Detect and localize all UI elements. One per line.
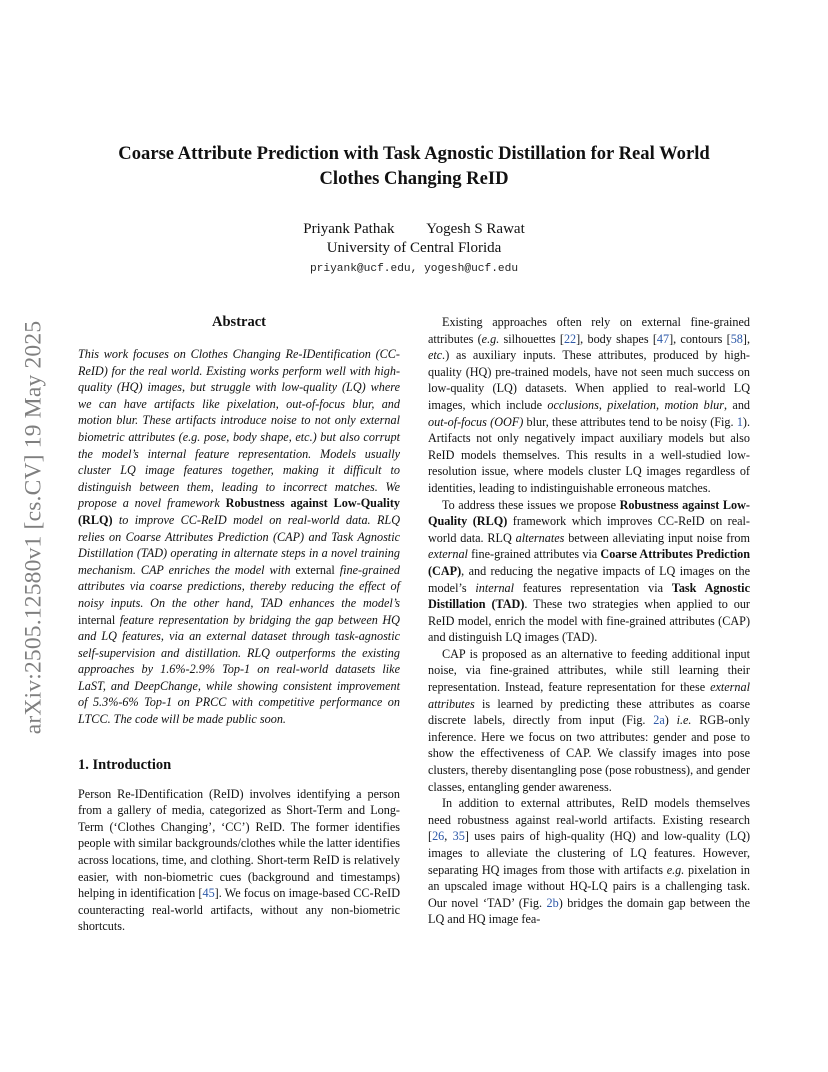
title-line-2: Clothes Changing ReID (319, 168, 509, 189)
intro-paragraph: Person Re-IDentification (ReID) involves identifying a person from a gallery of media, categorized as Short-Term and Long-Term (‘Clothes Changing’, ‘CC’) ReID. The former identifies people with similar backgrounds/clothes while the latter identifies across locations, time, and clothing. Short-term ReID is relatively easier, with non-biometric cues (background and timestamps) helping in identification [45]. We focus on image-based CC-ReID counteracting real-world artifacts, without any non-biometric shortcuts. (78, 786, 400, 934)
paper-title (80, 141, 748, 191)
author-name: Priyank Pathak (303, 221, 395, 237)
body-paragraph: To address these issues we propose Robustness against Low-Quality (RLQ) framework which improves CC-ReID on real-world data. RLQ alternates between alleviating input noise from external fine-grained attributes via Coarse Attributes Prediction (CAP), and reducing the negative impacts of LQ images on the model’s internal features representation via Task Agnostic Distillation (TAD). These two strategies when applied to our ReID model, enrich the model with fine-grained attributes (CAP) and distinguish LQ images (TAD). (428, 497, 751, 645)
citation-link[interactable]: 22 (563, 331, 577, 346)
author-emails: priyank@ucf.edu, yogesh@ucf.edu (309, 263, 519, 275)
left-column (78, 312, 400, 935)
right-column (428, 314, 750, 928)
author-list (80, 219, 748, 239)
abstract-heading: Abstract (212, 314, 266, 330)
body-paragraph: Existing approaches often rely on external fine-grained attributes (e.g. silhouettes [22], body shapes [47], contours [58], etc.) as auxiliary inputs. These attributes, produced by high-quality (HQ) pre-trained models, have not seen much success on low-quality (LQ) datasets. When applied to real-world LQ images, which include occlusions, pixelation, motion blur, and out-of-focus (OOF) blur, these attributes tend to be noisy (Fig. 1). Artifacts not only negatively impact auxiliary models but also ReID models themselves. This results in a well-studied low-resolution issue, where models cluster LQ images regardless of identities, leading to indistinguishable erroneous matches. (428, 315, 751, 495)
arxiv-stamp (8, 292, 60, 762)
body-paragraph: CAP is proposed as an alternative to feeding additional input noise, via fine-grained attributes, while still learning their representation. Instead, feature representation for these external attributes is learned by predicting these attributes as coarse discrete labels, directly from input (Fig. 2a) i.e. RGB-only inference. Here we focus on two attributes: gender and pose to show the effectiveness of CAP. We classify images into pose clusters, thereby disentangling pose (pose robustness), and gender classes, entangling gender awareness. (428, 646, 750, 794)
body-paragraph: In addition to external attributes, ReID models themselves need robustness against real-world artifacts. Existing research [26, 35] uses pairs of high-quality (HQ) and low-quality (LQ) images to alleviate the clustering of LQ features. However, separating HQ images from those with artifacts e.g. pixelation in an upscaled image without HQ-LQ pairs is a challenging task. Our novel ‘TAD’ (Fig. 2b) bridges the domain gap between the LQ and HQ image fea- (428, 796, 751, 927)
arxiv-id: arXiv:2505.12580v1 [cs.CV] 19 May 2025 (20, 320, 47, 734)
section-heading-introduction: 1. Introduction (78, 756, 172, 773)
author-name: Yogesh S Rawat (426, 221, 525, 237)
abstract-text: This work focuses on Clothes Changing Re-IDentification (CC-ReID) for the real world. Existing works perform well with high-quality (HQ) images, but struggle with low-quality (LQ) where we can have artifacts like pixelation, out-of-focus blur, and motion blur. These artifacts introduce noise to not only external biometric attributes (e.g. pose, body shape, etc.) but also corrupt the model’s internal feature representation. Models usually cluster LQ image features together, making it difficult to distinguish between them, leading to incorrect matches. We propose a novel framework Robustness against Low-Quality (RLQ) to improve CC-ReID model on real-world data. RLQ relies on Coarse Attributes Prediction (CAP) and Task Agnostic Distillation (TAD) operating in alternate steps in a novel training mechanism. CAP enriches the model with external fine-grained attributes via coarse predictions, thereby reducing the effect of noisy inputs. On the other hand, TAD enhances the model’s internal feature representation by bridging the gap between HQ and LQ features, via an external dataset through task-agnostic self-supervision and distillation. RLQ outperforms the existing approaches by 1.6%-2.9% Top-1 on real-world datasets like LaST, and DeepChange, while showing consistent improvement of 5.3%-6% Top-1 on PRCC with competitive performance on LTCC. The code will be made public soon. (78, 347, 400, 727)
citation-link[interactable]: 45 (202, 886, 215, 901)
affiliation: University of Central Florida (326, 240, 502, 256)
citation-link[interactable]: 26 (432, 829, 445, 844)
figure-link[interactable]: 2b (546, 895, 559, 910)
citation-link[interactable]: 35 (452, 829, 465, 844)
title-line-1: Coarse Attribute Prediction with Task Agnostic Distillation for Real World (118, 143, 710, 164)
figure-link[interactable]: 1 (736, 414, 743, 429)
figure-link[interactable]: 2a (653, 713, 665, 728)
citation-link[interactable]: 58 (730, 331, 743, 346)
citation-link[interactable]: 47 (656, 331, 670, 346)
